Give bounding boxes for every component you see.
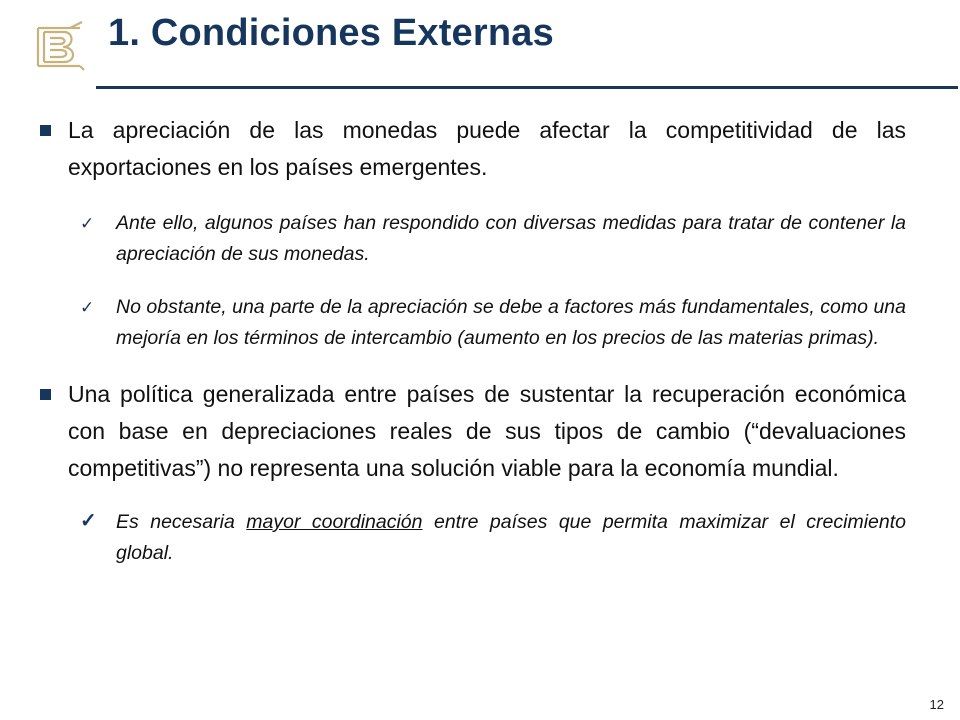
page-title: 1. Condiciones Externas	[108, 12, 554, 54]
sub-bullet-item	[40, 292, 906, 354]
page-number: 12	[929, 697, 944, 712]
sub-bullet-text: Ante ello, algunos países han respondido con diversas medidas para tratar de contener la apreciación de sus monedas.	[116, 212, 906, 265]
checkmark-icon: ✓	[80, 298, 95, 317]
emphasis-text: mayor coordinación	[246, 511, 423, 533]
sub-bullet-text-start: Es necesaria	[116, 511, 247, 533]
bullet-item	[40, 376, 906, 487]
sub-bullet-item	[40, 208, 906, 270]
sub-bullet-item	[40, 507, 906, 569]
banxico-monogram-icon	[30, 18, 88, 76]
square-bullet-icon	[40, 389, 51, 400]
bullet-text: Una política generalizada entre países de sustentar la recuperación económica con base en depreciaciones reales de sus tipos de cambio (“devaluaciones competitivas”) no representa una solución viable para la economía mundial.	[68, 381, 906, 481]
bullet-item	[40, 112, 906, 186]
checkmark-icon: ✓	[80, 510, 97, 532]
sub-bullet-text: No obstante, una parte de la apreciación se debe a factores más fundamentales, como una mejoría en los términos de intercambio (aumento en los precios de las materias primas).	[116, 296, 906, 349]
slide-content	[40, 112, 906, 591]
checkmark-icon: ✓	[80, 214, 95, 233]
sub-bullet-text-end: entre países que permita maximizar el crecimiento global.	[116, 511, 906, 564]
title-divider	[96, 86, 958, 89]
square-bullet-icon	[40, 125, 51, 136]
bullet-text: La apreciación de las monedas puede afectar la competitividad de las exportaciones en los países emergentes.	[68, 117, 906, 180]
